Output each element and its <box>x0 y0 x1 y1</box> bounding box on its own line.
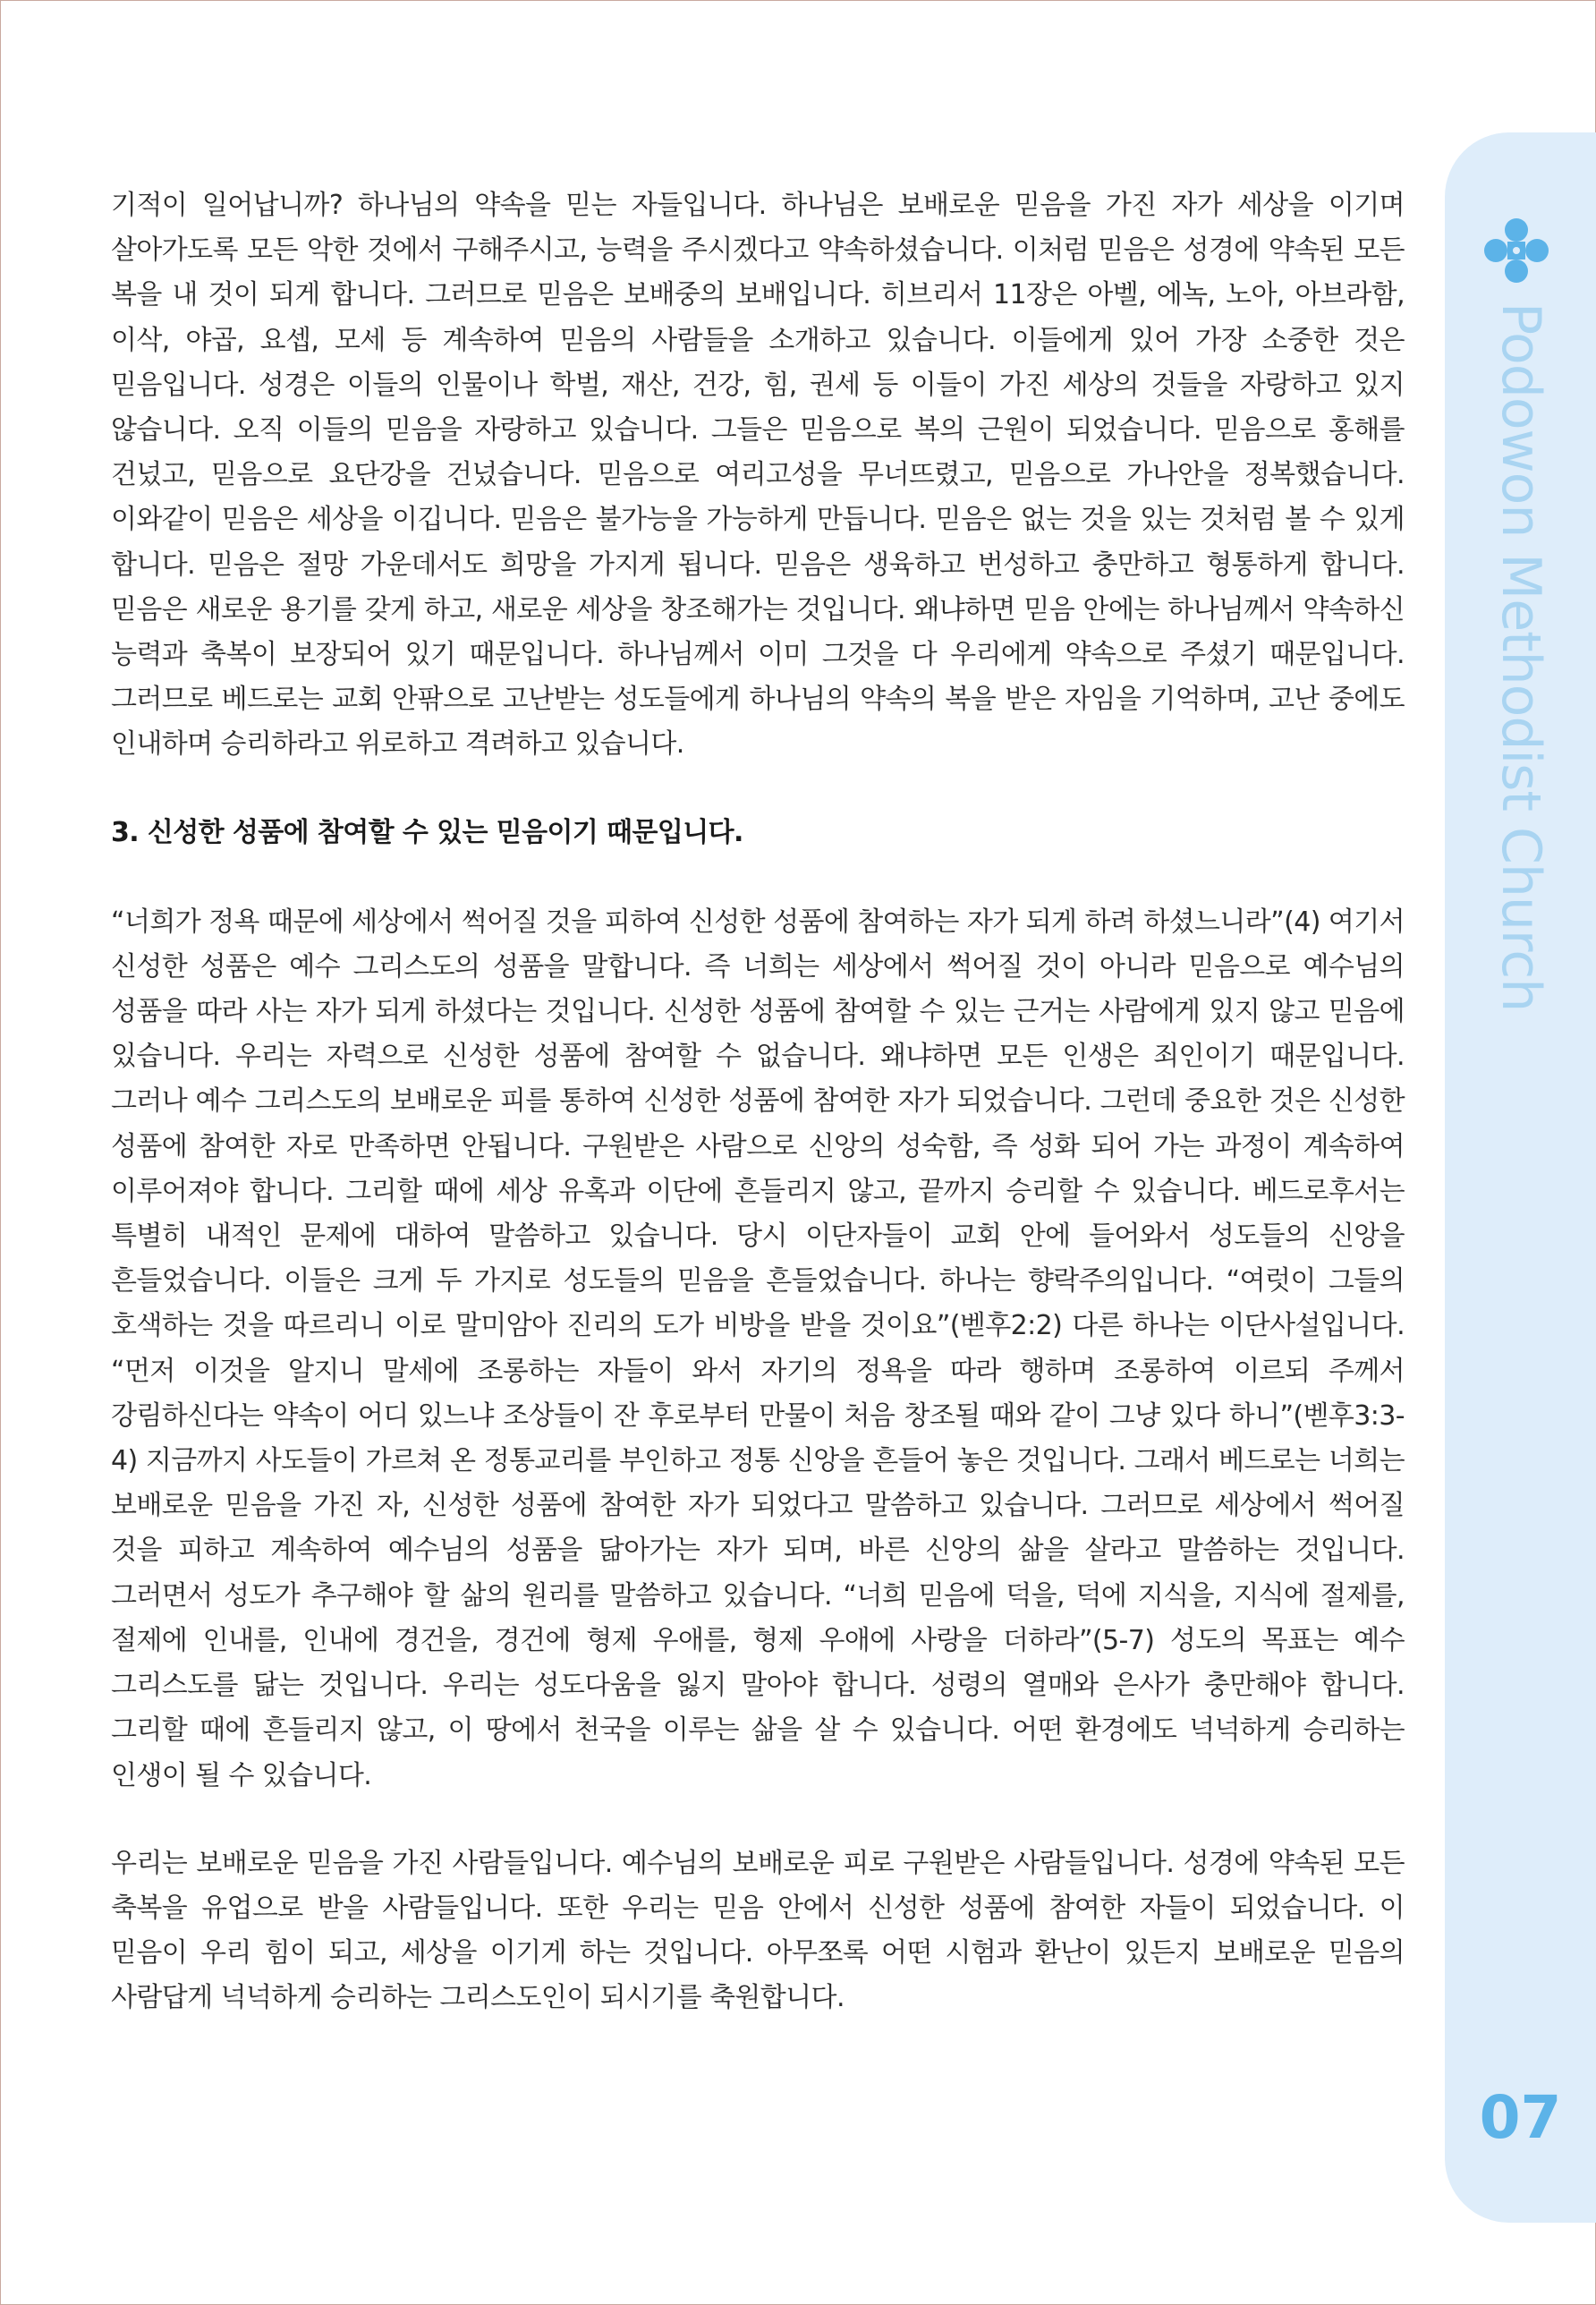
quatrefoil-cross-icon <box>1483 217 1549 284</box>
side-tab <box>1445 132 1596 2223</box>
paragraph-spacer <box>111 1799 1405 1841</box>
section-heading: 3. 신성한 성품에 참여할 수 있는 믿음이기 때문입니다. <box>111 816 743 848</box>
church-name: Podowon Methodist Church <box>1490 302 1552 1012</box>
paragraph-2: “너희가 정욕 때문에 세상에서 썩어질 것을 피하여 신성한 성품에 참여하는 자가 되게 하려 하셨느니라”(4) 여기서 신성한 성품은 예수 그리스도의 성품을 말합니다. 즉 너희는 세상에서 썩어질 것이 아니라 믿음으로 예수님의 성품을 따라 사는 자가 되게 하셨다는 것입니다. 신성한 성품에 참여할 수 있는 근거는 사람에게 있지 않고 믿음에 있습니다. 우리는 자력으로 신성한 성품에 참여할 수 없습니다. 왜냐하면 모든 인생은 죄인이기 때문입니다. 그러나 예수 그리스도의 보배로운 피를 통하여 신성한 성품에 참여한 자가 되었습니다. 그런데 중요한 것은 신성한 성품에 참여한 자로 만족하면 안됩니다. 구원받은 사람으로 신앙의 성숙함, 즉 성화 되어 가는 과정이 계속하여 이루어져야 합니다. 그리할 때에 세상 유혹과 이단에 흔들리지 않고, 끝까지 승리할 수 있습니다. 베드로후서는 특별히 내적인 문제에 대하여 말씀하고 있습니다. 당시 이단자들이 교회 안에 들어와서 성도들의 신앙을 흔들었습니다. 이들은 크게 두 가지로 성도들의 믿음을 흔들었습니다. 하나는 향락주의입니다. “여럿이 그들의 호색하는 것을 따르리니 이로 말미암아 진리의 도가 비방을 받을 것이요”(벧후2:2) 다른 하나는 이단사설입니다. “먼저 이것을 알지니 말세에 조롱하는 자들이 와서 자기의 정욕을 따라 행하며 조롱하여 이르되 주께서 강림하신다는 약속이 어디 있느냐 조상들이 잔 후로부터 만물이 처음 창조될 때와 같이 그냥 있다 하니”(벧후3:3-4) 지금까지 사도들이 가르쳐 온 정통교리를 부인하고 정통 신앙을 흔들어 놓은 것입니다. 그래서 베드로는 너희는 보배로운 믿음을 가진 자, 신성한 성품에 참여한 자가 되었다고 말씀하고 있습니다. 그러므로 세상에서 썩어질 것을 피하고 계속하여 예수님의 성품을 닮아가는 자가 되며, 바른 신앙의 삶을 살라고 말씀하는 것입니다. 그러면서 성도가 추구해야 할 삶의 원리를 말씀하고 있습니다. “너희 믿음에 덕을, 덕에 지식을, 지식에 절제를, 절제에 인내를, 인내에 경건을, 경건에 형제 우애를, 형제 우애에 사랑을 더하라”(5-7) 성도의 목표는 예수 그리스도를 닮는 것입니다. 우리는 성도다움을 잃지 말아야 합니다. 성령의 열매와 은사가 충만해야 합니다. 그리할 때에 흔들리지 않고, 이 땅에서 천국을 이루는 삶을 살 수 있습니다. 어떤 환경에도 넉넉하게 승리하는 인생이 될 수 있습니다. <box>111 906 1405 1791</box>
paragraph-3: 우리는 보배로운 믿음을 가진 사람들입니다. 예수님의 보배로운 피로 구원받은 사람들입니다. 성경에 약속된 모든 축복을 유업으로 받을 사람들입니다. 또한 우리는 믿음 안에서 신성한 성품에 참여한 자들이 되었습니다. 이 믿음이 우리 힘이 되고, 세상을 이기게 하는 것입니다. 아무쪼록 어떤 시험과 환난이 있든지 보배로운 믿음의 사람답게 넉넉하게 승리하는 그리스도인이 되시기를 축원합니다. <box>111 1847 1405 2014</box>
article-body <box>111 183 1405 2021</box>
page-number: 07 <box>1479 2083 1562 2152</box>
paragraph-1: 기적이 일어납니까? 하나님의 약속을 믿는 자들입니다. 하나님은 보배로운 믿음을 가진 자가 세상을 이기며 살아가도록 모든 악한 것에서 구해주시고, 능력을 주시겠다고 약속하셨습니다. 이처럼 믿음은 성경에 약속된 모든 복을 내 것이 되게 합니다. 그러므로 믿음은 보배중의 보배입니다. 히브리서 11장은 아벨, 에녹, 노아, 아브라함, 이삭, 야곱, 요셉, 모세 등 계속하여 믿음의 사람들을 소개하고 있습니다. 이들에게 있어 가장 소중한 것은 믿음입니다. 성경은 이들의 인물이나 학벌, 재산, 건강, 힘, 권세 등 이들이 가진 세상의 것들을 자랑하고 있지 않습니다. 오직 이들의 믿음을 자랑하고 있습니다. 그들은 믿음으로 복의 근원이 되었습니다. 믿음으로 홍해를 건넜고, 믿음으로 요단강을 건넜습니다. 믿음으로 여리고성을 무너뜨렸고, 믿음으로 가나안을 정복했습니다. 이와같이 믿음은 세상을 이깁니다. 믿음은 불가능을 가능하게 만듭니다. 믿음은 없는 것을 있는 것처럼 볼 수 있게 합니다. 믿음은 절망 가운데서도 희망을 가지게 됩니다. 믿음은 생육하고 번성하고 충만하고 형통하게 합니다. 믿음은 새로운 용기를 갖게 하고, 새로운 세상을 창조해가는 것입니다. 왜냐하면 믿음 안에는 하나님께서 약속하신 능력과 축복이 보장되어 있기 때문입니다. 하나님께서 이미 그것을 다 우리에게 약속으로 주셨기 때문입니다. 그러므로 베드로는 교회 안팎으로 고난받는 성도들에게 하나님의 약속의 복을 받은 자임을 기억하며, 고난 중에도 인내하며 승리하라고 위로하고 격려하고 있습니다. <box>111 190 1405 761</box>
